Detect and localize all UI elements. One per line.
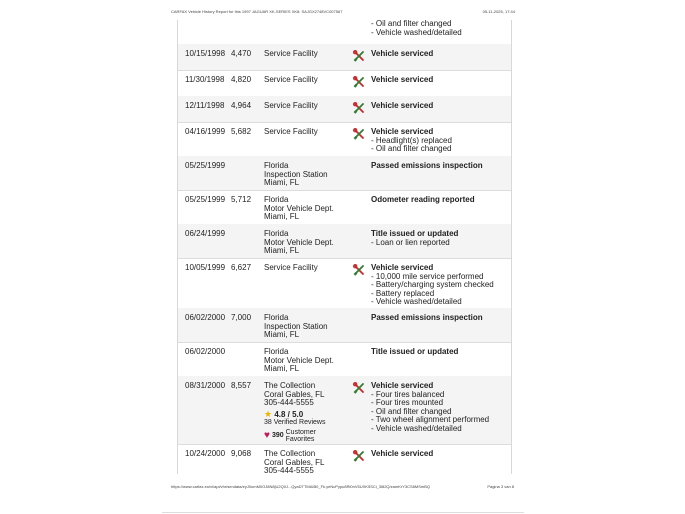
detail-item: - Battery/charging system checked — [371, 280, 494, 289]
page-number: Pagina 3 van 8 — [487, 484, 514, 489]
comment-title: Vehicle serviced — [371, 49, 434, 58]
record-date: 10/15/1998 — [185, 49, 226, 58]
comment-title: Vehicle serviced — [371, 101, 434, 110]
comments-cell — [371, 314, 483, 323]
heart-icon: ♥ — [264, 430, 270, 441]
odometer-reading: 4,820 — [231, 75, 252, 84]
comment-title: Passed emissions inspection — [371, 313, 483, 322]
source-line: Florida — [264, 347, 289, 356]
source-cell — [264, 382, 325, 443]
comments-cell — [371, 264, 494, 307]
record-date: 08/31/2000 — [185, 381, 226, 390]
source-cell — [264, 128, 318, 137]
record-date: 06/02/2000 — [185, 313, 226, 322]
comment-title: Title issued or updated — [371, 347, 459, 356]
history-row — [178, 376, 511, 445]
history-row — [178, 20, 511, 45]
comment-title: Title issued or updated — [371, 229, 459, 238]
odometer-reading: 5,682 — [231, 127, 252, 136]
comments-cell — [371, 20, 462, 37]
source-line: Service Facility — [264, 49, 318, 58]
detail-item: - Oil and filter changed — [371, 406, 452, 416]
history-row — [178, 342, 511, 377]
verified-reviews: 38 Verified Reviews — [264, 419, 326, 426]
source-line: Florida — [264, 161, 289, 170]
detail-item: - Two wheel alignment performed — [371, 415, 490, 424]
record-date: 04/16/1999 — [185, 127, 226, 136]
service-icon — [353, 76, 365, 88]
source-cell — [264, 314, 328, 340]
record-date: 10/24/2000 — [185, 449, 226, 458]
comment-title: Odometer reading reported — [371, 195, 475, 204]
odometer-reading: 8,557 — [231, 381, 252, 390]
source-cell — [264, 348, 334, 374]
comments-cell — [371, 196, 475, 205]
rating-line — [264, 410, 325, 420]
service-icon — [353, 128, 365, 140]
source-line: Miami, FL — [264, 212, 300, 221]
source-line: Inspection Station — [264, 169, 328, 179]
history-row — [178, 44, 511, 71]
comments-cell — [371, 382, 489, 433]
star-icon: ★ — [264, 408, 273, 419]
detail-item: - Oil and filter changed — [371, 20, 452, 28]
source-line: 305-444-5555 — [264, 398, 314, 407]
detail-item: - Vehicle washed/detailed — [371, 423, 462, 433]
record-date: 11/30/1998 — [185, 75, 225, 84]
odometer-reading: 4,470 — [231, 49, 252, 58]
detail-item: - Vehicle washed/detailed — [371, 297, 462, 306]
source-cell — [264, 76, 318, 85]
detail-item: - Battery replaced — [371, 288, 435, 298]
detail-item: - Four tires mounted — [371, 398, 444, 407]
record-date: 06/24/1999 — [185, 229, 226, 238]
comments-cell — [371, 348, 458, 357]
comments-cell — [371, 128, 452, 154]
source-cell — [264, 450, 324, 474]
source-line: Florida — [264, 313, 289, 322]
source-line: Coral Gables, FL — [264, 457, 325, 467]
service-icon — [353, 264, 365, 276]
detail-item: - Oil and filter changed — [371, 144, 452, 153]
source-line: Miami, FL — [264, 364, 300, 373]
footer-url: https://www.carfax.eu/vi/api/vhr/sendata/eyJ0omM0OJ8N8jU2Q0J...QyaDTTMAIB0_Fk.yeNcPypu8Rl0nV5UXK5SCi_3l82Q/zamKrY3CS8MSmBQ — [171, 484, 430, 489]
page-header — [171, 9, 515, 14]
service-icon — [353, 50, 365, 62]
page-footer — [171, 484, 514, 489]
rating-value: 4.8 / 5.0 — [274, 409, 304, 419]
history-row — [178, 224, 511, 259]
service-icon — [353, 382, 365, 394]
history-row — [178, 444, 511, 474]
record-date: 05/25/1999 — [185, 195, 226, 204]
detail-item: - Headlight(s) replaced — [371, 135, 452, 145]
comments-cell — [371, 450, 433, 459]
source-line: Miami, FL — [264, 246, 300, 255]
odometer-reading: 4,964 — [231, 101, 252, 110]
source-line: Service Facility — [264, 101, 318, 110]
detail-item: - Four tires balanced — [371, 389, 445, 399]
detail-item: - Loan or lien reported — [371, 237, 450, 247]
source-cell — [264, 162, 328, 188]
source-cell — [264, 102, 318, 111]
comments-cell — [371, 230, 458, 247]
odometer-reading: 7,000 — [231, 313, 252, 322]
history-table — [177, 20, 512, 474]
history-row — [178, 308, 511, 343]
history-row — [178, 190, 511, 225]
source-line: Florida — [264, 195, 289, 204]
source-line: Florida — [264, 229, 289, 238]
service-icon — [353, 450, 365, 462]
source-line: Miami, FL — [264, 178, 300, 187]
comments-cell — [371, 50, 433, 59]
history-row — [178, 70, 511, 97]
source-line: Service Facility — [264, 263, 318, 272]
source-line: Service Facility — [264, 127, 318, 136]
odometer-reading: 6,627 — [231, 263, 252, 272]
source-line: 305-444-5555 — [264, 466, 314, 474]
comments-cell — [371, 76, 433, 85]
detail-item: - 10,000 mile service performed — [371, 271, 484, 281]
source-line: The Collection — [264, 449, 316, 458]
source-line: Motor Vehicle Dept. — [264, 355, 334, 365]
history-row — [178, 258, 511, 309]
record-date: 12/11/1998 — [185, 101, 225, 110]
comment-title: Vehicle serviced — [371, 381, 434, 390]
odometer-reading: 5,712 — [231, 195, 252, 204]
record-date: 10/05/1999 — [185, 263, 226, 272]
source-line: Service Facility — [264, 75, 318, 84]
favorites-label: Customer Favorites — [285, 428, 316, 443]
customer-favorites — [264, 429, 325, 443]
history-row — [178, 156, 511, 191]
source-cell — [264, 264, 318, 273]
record-date: 06/02/2000 — [185, 347, 226, 356]
odometer-reading: 9,068 — [231, 449, 252, 458]
comment-title: Vehicle serviced — [371, 263, 434, 272]
page-divider — [162, 512, 524, 513]
comment-title: Vehicle serviced — [371, 75, 434, 84]
comment-title: Vehicle serviced — [371, 449, 434, 458]
comment-title: Passed emissions inspection — [371, 161, 483, 170]
source-cell — [264, 230, 334, 256]
comments-cell — [371, 162, 483, 171]
source-cell — [264, 50, 318, 59]
record-date: 05/25/1999 — [185, 161, 226, 170]
report-title: CARFAX Vehicle History Report for this 1997 JAGUAR XK-SERIES XK8: SAJGX2748VC007567 — [171, 9, 343, 14]
source-line: Inspection Station — [264, 321, 328, 331]
source-line: The Collection — [264, 381, 316, 390]
history-row — [178, 96, 511, 123]
source-line: Miami, FL — [264, 330, 300, 339]
comment-title: Vehicle serviced — [371, 127, 434, 136]
service-icon — [353, 102, 365, 114]
history-row — [178, 122, 511, 157]
source-line: Coral Gables, FL — [264, 389, 325, 399]
detail-item: - Vehicle washed/detailed — [371, 27, 462, 37]
print-timestamp: 05-11-2025, 17:44 — [482, 9, 515, 14]
favorites-count: 390 — [271, 432, 284, 439]
source-cell — [264, 196, 334, 222]
comments-cell — [371, 102, 433, 111]
source-line: Motor Vehicle Dept. — [264, 203, 334, 213]
source-line: Motor Vehicle Dept. — [264, 237, 334, 247]
